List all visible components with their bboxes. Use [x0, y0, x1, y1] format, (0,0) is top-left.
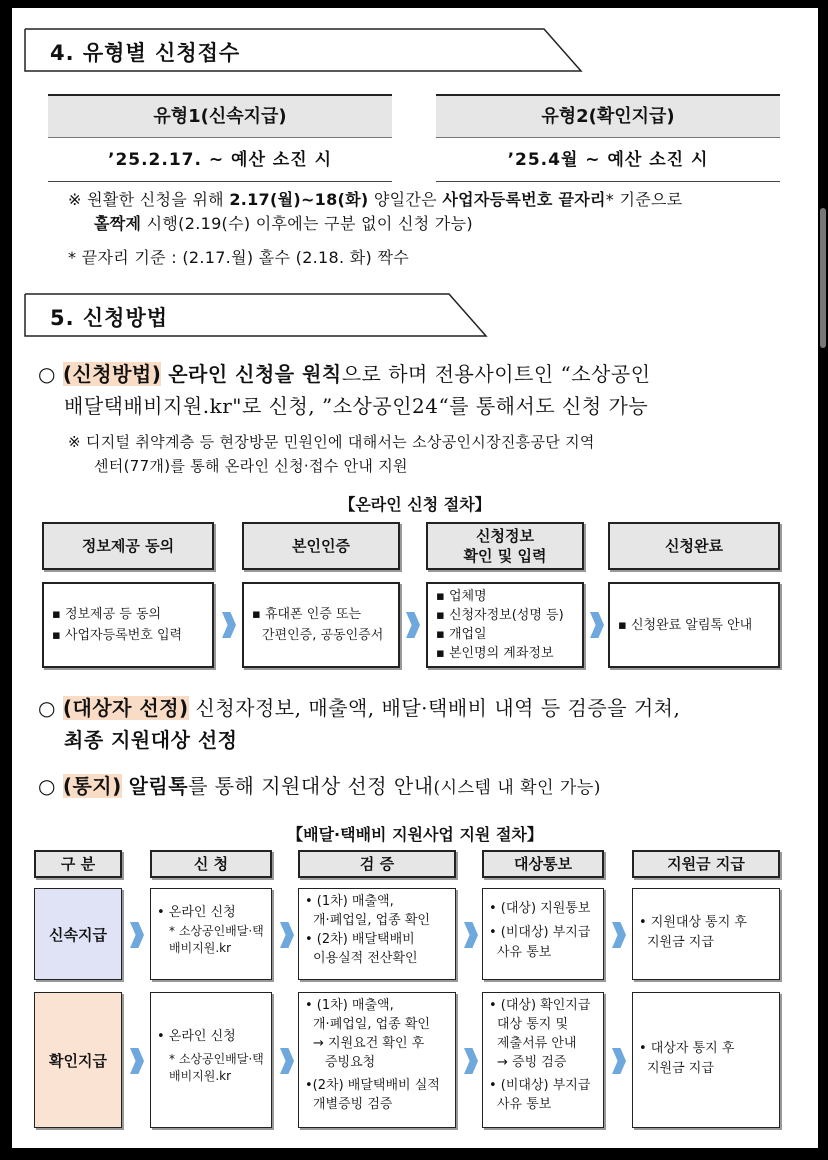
row-label-fast: 신속지급	[34, 888, 122, 980]
cell-line: 증빙요청	[325, 1055, 376, 1070]
online-caption: 【온라인 신청 절차】	[339, 495, 491, 514]
step-header: 신청정보 확인 및 입력	[426, 522, 584, 570]
method-text: 배달택배비지원.kr"로 신청, ”소상공인24“를 통해서도 신청 가능	[64, 394, 649, 418]
arrow-icon	[612, 922, 626, 948]
cell-line: 사유 통보	[497, 1097, 552, 1112]
select-label: (대상자 선정)	[62, 696, 189, 720]
scrollbar[interactable]	[820, 208, 826, 348]
flow-header: 지원금 지급	[632, 850, 780, 878]
step-body	[42, 582, 214, 668]
arrow-icon	[280, 1048, 294, 1074]
select-paragraph: ○ (대상자 선정) 신청자정보, 매출액, 배달·택배비 내역 등 검증을 거쳐, 최종 지원대상 선정	[38, 696, 681, 752]
note-text: 양일간은	[368, 190, 443, 209]
cell-line: 사유 통보	[497, 945, 552, 960]
arrow-icon	[222, 612, 236, 638]
fast-notify	[482, 888, 604, 980]
section4-title: 4. 유형별 신청접수	[50, 41, 241, 65]
section5-header	[24, 293, 489, 337]
step-body	[426, 582, 584, 668]
cell-sub: * 소상공인배달·택배비지원.kr	[169, 1052, 264, 1083]
flow-caption: 【배달·택배비 지원사업 지원 절차】	[287, 825, 543, 844]
flow-header: 검 증	[298, 850, 456, 878]
arrow-icon	[280, 922, 294, 948]
method-bold: 온라인 신청을 원칙	[168, 362, 342, 386]
note-date: 2.17(월)~18(화)	[229, 190, 369, 209]
cell-line: → 증빙 검증	[497, 1055, 567, 1070]
arrow-icon	[130, 1048, 144, 1074]
method-note	[68, 430, 595, 478]
section4-footnote: * 끝자리 기준 : (2.17.월) 홀수 (2.18. 화) 짝수	[68, 248, 409, 267]
step-item: ▪ 신청완료 알림톡 안내	[618, 617, 753, 633]
cell-line: • (비대상) 부지급	[489, 1078, 591, 1093]
step-item: ▪ 본인명의 계좌정보	[436, 646, 554, 661]
note-odd-even: 홀짝제	[94, 214, 142, 233]
type1-title: 유형1(신속지급)	[48, 94, 392, 138]
fast-apply	[150, 888, 272, 980]
type2-title: 유형2(확인지급)	[436, 94, 780, 138]
flow-header: 신 청	[150, 850, 272, 878]
step-item: ▪ 사업자등록번호 입력	[52, 628, 183, 643]
arrow-icon	[464, 1048, 478, 1074]
cell-line: • (대상) 지원통보	[489, 901, 591, 916]
cell-line: • (비대상) 부지급	[489, 925, 591, 940]
notify-label: (통지)	[62, 774, 122, 798]
cell-line: 개·폐업일, 업종 확인	[313, 1017, 430, 1032]
type1-period: ’25.2.17. ~ 예산 소진 시	[48, 138, 392, 182]
fast-verify	[298, 888, 456, 980]
method-text: 으로 하며 전용사이트인 “소상공인	[341, 362, 651, 386]
step-item: ▪ 정보제공 등 동의	[52, 607, 162, 622]
cell-line: • 온라인 신청	[157, 905, 236, 920]
notify-bold: 알림톡	[128, 774, 189, 798]
section4-header	[24, 28, 584, 72]
arrow-icon	[406, 612, 420, 638]
step-header: 정보제공 동의	[42, 522, 214, 570]
type2-period: ’25.4월 ~ 예산 소진 시	[436, 138, 780, 182]
cell-line: • (대상) 확인지급	[489, 998, 591, 1013]
cell-line: 이용실적 전산확인	[313, 951, 418, 966]
confirm-notify	[482, 992, 604, 1128]
cell-sub: * 소상공인배달·택배비지원.kr	[169, 924, 264, 955]
row-label-confirm: 확인지급	[34, 992, 122, 1128]
type1-box	[48, 94, 392, 182]
arrow-icon	[464, 922, 478, 948]
note-text: 시행(2.19(수) 이후에는 구분 없이 신청 가능)	[141, 214, 473, 233]
cell-line: •(2차) 배달택배비 실적	[305, 1078, 440, 1093]
notify-small: (시스템 내 확인 가능)	[433, 778, 601, 798]
cell-line: 제출서류 안내	[497, 1036, 577, 1051]
arrow-icon	[612, 1048, 626, 1074]
confirm-pay	[632, 992, 780, 1128]
step-item: ▪ 신청자정보(성명 등)	[436, 608, 564, 623]
notify-paragraph: ○ (통지) 알림톡를 통해 지원대상 선정 안내(시스템 내 확인 가능)	[38, 774, 601, 798]
cell-line: 개·폐업일, 업종 확인	[313, 913, 430, 928]
select-bold: 최종 지원대상 선정	[64, 728, 238, 752]
cell-line: • (2차) 배달택배비	[305, 932, 415, 947]
confirm-apply	[150, 992, 272, 1128]
step-item: 간편인증, 공동인증서	[262, 628, 384, 643]
document-page	[12, 8, 818, 1148]
flow-header: 대상통보	[482, 850, 604, 878]
section4-note	[68, 188, 808, 236]
fast-pay	[632, 888, 780, 980]
cell-line: • 지원대상 통지 후	[639, 915, 747, 930]
cell-line: 대상 통지 및	[497, 1017, 569, 1032]
step-header: 신청완료	[608, 522, 780, 570]
cell-line: 개별증빙 검증	[313, 1097, 393, 1112]
cell-line: • (1차) 매출액,	[305, 998, 394, 1013]
note-text: * 기준으로	[605, 190, 683, 209]
flow-header: 구 분	[34, 850, 122, 878]
note-key: 사업자등록번호 끝자리	[442, 190, 606, 209]
cell-line: 지원금 지급	[647, 935, 714, 950]
section5-title: 5. 신청방법	[50, 306, 169, 330]
step-body	[608, 582, 780, 668]
cell-line: • 온라인 신청	[157, 1029, 236, 1044]
method-note-line: ※ 디지털 취약계층 등 현장방문 민원인에 대해서는 소상공인시장진흥공단 지역	[68, 433, 595, 451]
step-item: ▪ 휴대폰 인증 또는	[252, 607, 362, 622]
note-text: ※ 원활한 신청을 위해	[68, 190, 230, 209]
step-item: ▪ 업체명	[436, 589, 487, 604]
step-body	[242, 582, 400, 668]
method-paragraph: ○ (신청방법) 온라인 신청을 원칙으로 하며 전용사이트인 “소상공인 배달택배비지원.kr"로 신청, ”소상공인24“를 통해서도 신청 가능	[38, 362, 651, 418]
cell-line: → 지원요건 확인 후	[313, 1036, 425, 1051]
step-header: 본인인증	[242, 522, 400, 570]
cell-line: • 대상자 통지 후	[639, 1041, 735, 1056]
step-item: ▪ 개업일	[436, 627, 487, 642]
method-note-line: 센터(77개)를 통해 온라인 신청·접수 안내 지원	[94, 457, 408, 475]
type2-box	[436, 94, 780, 182]
arrow-icon	[130, 922, 144, 948]
confirm-verify	[298, 992, 456, 1128]
cell-line: • (1차) 매출액,	[305, 894, 394, 909]
select-text: 신청자정보, 매출액, 배달·택배비 내역 등 검증을 거쳐,	[188, 696, 681, 720]
cell-line: 지원금 지급	[647, 1061, 714, 1076]
notify-text: 를 통해 지원대상 선정 안내	[188, 774, 434, 798]
arrow-icon	[590, 612, 604, 638]
method-label: (신청방법)	[62, 362, 162, 386]
